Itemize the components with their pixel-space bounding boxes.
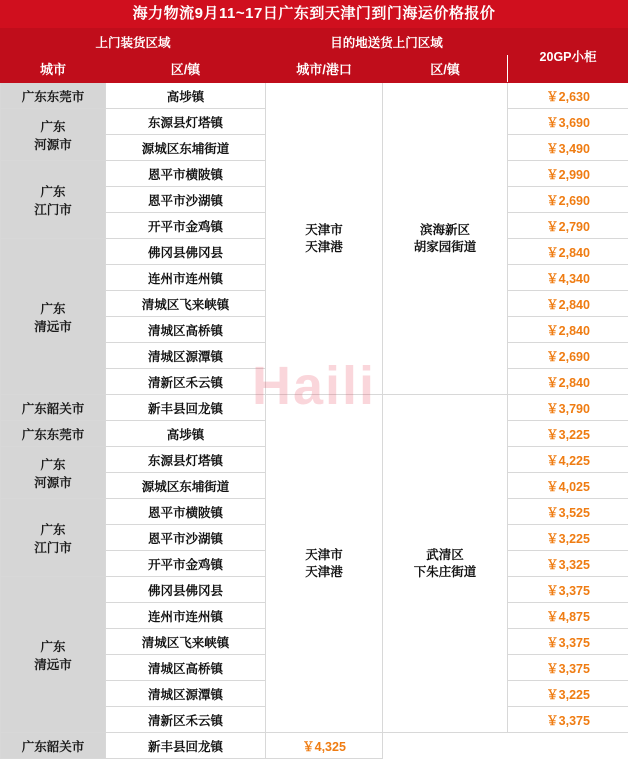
origin-town-cell: 新丰县回龙镇 <box>106 733 266 759</box>
header-delivery-group: 目的地送货上门区域 <box>266 29 508 55</box>
origin-city-cell: 广东东莞市 <box>1 83 106 109</box>
header-group-row <box>1 29 628 55</box>
origin-town-cell: 新丰县回龙镇 <box>106 395 266 421</box>
price-cell: ￥3,225 <box>508 421 628 447</box>
origin-town-cell: 东源县灯塔镇 <box>106 447 266 473</box>
header-pickup-group: 上门装货区域 <box>1 29 266 55</box>
origin-town-cell: 东源县灯塔镇 <box>106 109 266 135</box>
price-cell: ￥2,840 <box>508 239 628 265</box>
origin-town-cell: 源城区东埔街道 <box>106 135 266 161</box>
price-cell: ￥4,340 <box>508 265 628 291</box>
origin-city-cell: 广东东莞市 <box>1 421 106 447</box>
header-col-dest-town: 区/镇 <box>383 55 508 83</box>
price-table <box>0 28 628 759</box>
origin-town-cell: 清城区高桥镇 <box>106 655 266 681</box>
origin-town-cell: 清新区禾云镇 <box>106 707 266 733</box>
origin-town-cell: 清城区源潭镇 <box>106 681 266 707</box>
origin-city-cell: 广东韶关市 <box>1 733 106 759</box>
origin-town-cell: 开平市金鸡镇 <box>106 213 266 239</box>
origin-town-cell: 佛冈县佛冈县 <box>106 239 266 265</box>
table-row <box>1 395 628 421</box>
origin-town-cell: 连州市连州镇 <box>106 603 266 629</box>
origin-town-cell: 清城区高桥镇 <box>106 317 266 343</box>
header-price-20gp: 20GP小柜 <box>508 29 628 83</box>
header-col-dest-city: 城市/港口 <box>266 55 383 83</box>
origin-city-cell: 广东韶关市 <box>1 395 106 421</box>
price-cell: ￥3,790 <box>508 395 628 421</box>
origin-town-cell: 开平市金鸡镇 <box>106 551 266 577</box>
origin-town-cell: 连州市连州镇 <box>106 265 266 291</box>
origin-town-cell: 恩平市横陂镇 <box>106 161 266 187</box>
origin-town-cell: 高埗镇 <box>106 83 266 109</box>
table-header <box>1 29 628 83</box>
price-cell: ￥3,375 <box>508 655 628 681</box>
price-cell: ￥2,840 <box>508 369 628 395</box>
origin-city-cell: 广东 清远市 <box>1 239 106 395</box>
origin-town-cell: 高埗镇 <box>106 421 266 447</box>
origin-town-cell: 清城区源潭镇 <box>106 343 266 369</box>
origin-town-cell: 佛冈县佛冈县 <box>106 577 266 603</box>
price-cell: ￥4,325 <box>266 733 383 759</box>
destination-city-cell: 天津市 天津港 <box>266 83 383 395</box>
origin-city-cell: 广东 江门市 <box>1 499 106 577</box>
price-cell: ￥3,525 <box>508 499 628 525</box>
price-cell: ￥2,630 <box>508 83 628 109</box>
origin-town-cell: 恩平市横陂镇 <box>106 499 266 525</box>
price-cell: ￥3,490 <box>508 135 628 161</box>
price-cell: ￥4,225 <box>508 447 628 473</box>
price-cell: ￥2,690 <box>508 187 628 213</box>
price-cell: ￥3,375 <box>508 577 628 603</box>
origin-town-cell: 恩平市沙湖镇 <box>106 525 266 551</box>
origin-town-cell: 清城区飞来峡镇 <box>106 629 266 655</box>
price-cell: ￥4,025 <box>508 473 628 499</box>
destination-town-cell: 滨海新区 胡家园街道 <box>383 83 508 395</box>
price-cell: ￥3,225 <box>508 525 628 551</box>
table-row <box>1 83 628 109</box>
destination-city-cell: 天津市 天津港 <box>266 395 383 733</box>
price-cell: ￥3,225 <box>508 681 628 707</box>
price-cell: ￥3,325 <box>508 551 628 577</box>
origin-city-cell: 广东 河源市 <box>1 109 106 161</box>
destination-town-cell: 武清区 下朱庄街道 <box>383 395 508 733</box>
table-row <box>1 733 628 759</box>
price-cell: ￥3,375 <box>508 629 628 655</box>
price-cell: ￥3,690 <box>508 109 628 135</box>
watermark: Haili <box>0 355 628 417</box>
price-cell: ￥2,790 <box>508 213 628 239</box>
origin-town-cell: 清城区飞来峡镇 <box>106 291 266 317</box>
price-cell: ￥2,990 <box>508 161 628 187</box>
page-title: 海力物流9月11~17日广东到天津门到门海运价格报价 <box>0 0 628 28</box>
price-cell: ￥2,840 <box>508 317 628 343</box>
header-col-town: 区/镇 <box>106 55 266 83</box>
price-cell: ￥2,690 <box>508 343 628 369</box>
origin-town-cell: 恩平市沙湖镇 <box>106 187 266 213</box>
price-cell: ￥2,840 <box>508 291 628 317</box>
origin-city-cell: 广东 河源市 <box>1 447 106 499</box>
origin-town-cell: 清新区禾云镇 <box>106 369 266 395</box>
origin-town-cell: 源城区东埔街道 <box>106 473 266 499</box>
header-col-city: 城市 <box>1 55 106 83</box>
price-cell: ￥4,875 <box>508 603 628 629</box>
price-cell: ￥3,375 <box>508 707 628 733</box>
table-body <box>1 83 628 759</box>
origin-city-cell: 广东 江门市 <box>1 161 106 239</box>
origin-city-cell: 广东 清远市 <box>1 577 106 733</box>
